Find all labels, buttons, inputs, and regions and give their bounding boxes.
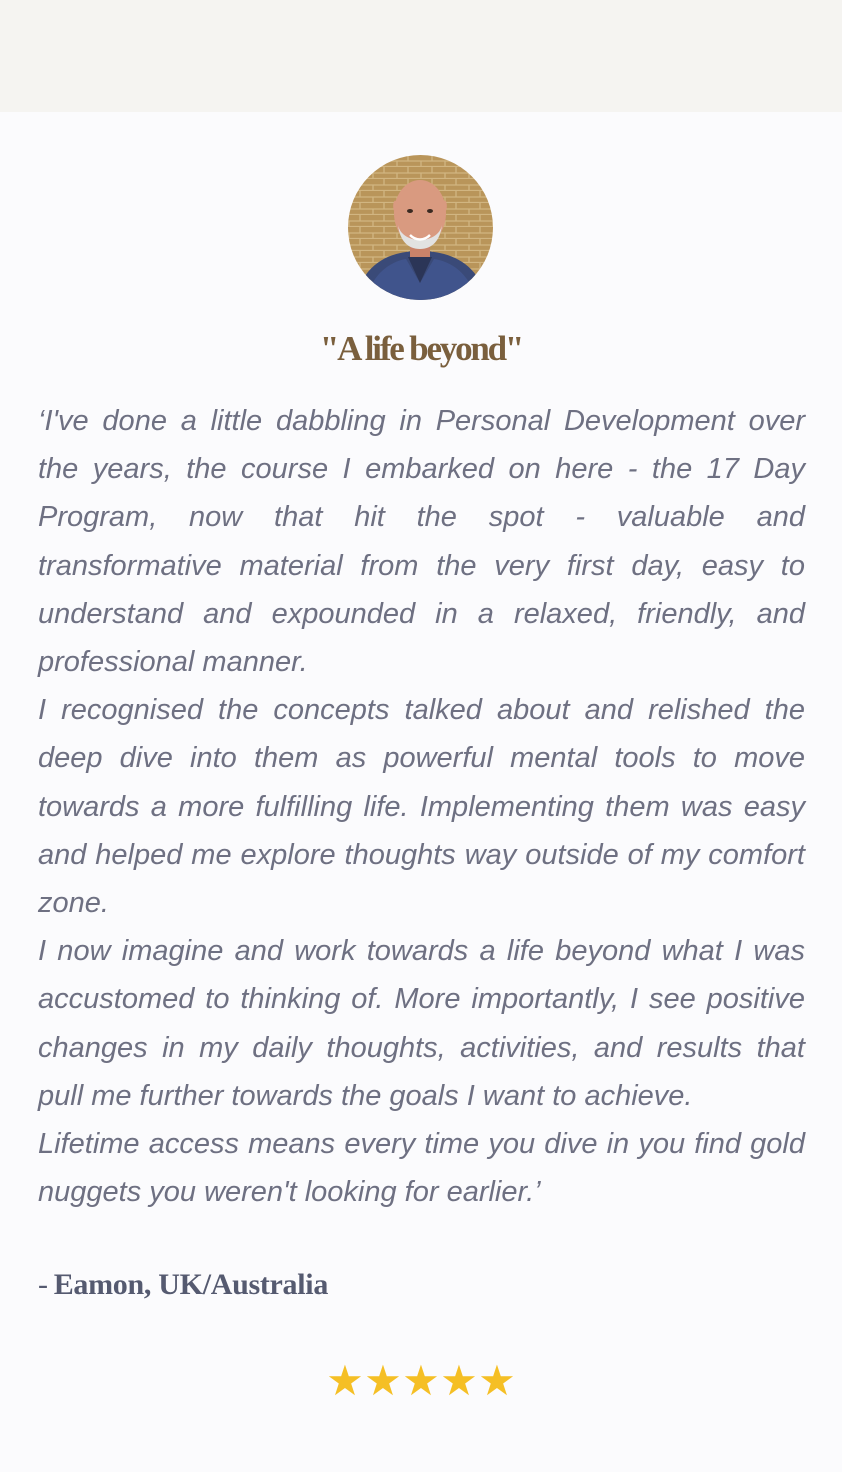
star-icon: ★ xyxy=(364,1356,402,1405)
testimonial-author xyxy=(38,1265,328,1305)
star-icon: ★ xyxy=(326,1356,364,1405)
avatar-photo-icon xyxy=(348,155,493,300)
avatar xyxy=(348,155,493,300)
testimonial-title: "A life beyond" xyxy=(319,329,523,368)
author-dash: - xyxy=(38,1268,48,1301)
star-icon: ★ xyxy=(440,1356,478,1405)
star-rating xyxy=(0,1356,842,1406)
testimonial-quote xyxy=(38,397,805,1216)
quote-paragraph: ‘I've done a little dabbling in Personal Development over the years, the course I embarked on here - the 17 Day Program, now that hit the spot - valuable and transformative material from the very first day, easy to understand and expounded in a relaxed, friendly, and professional manner. xyxy=(38,405,805,679)
quote-paragraph: I now imagine and work towards a life beyond what I was accustomed to thinking of. More importantly, I see positive changes in my daily thoughts, activities, and results that pull me further towards the goals I want to achieve. xyxy=(38,935,805,1112)
star-icon: ★ xyxy=(478,1356,516,1405)
top-band xyxy=(0,0,842,112)
author-name: Eamon, UK/Australia xyxy=(53,1268,329,1301)
star-icon: ★ xyxy=(402,1356,440,1405)
testimonial-card xyxy=(0,112,842,1472)
quote-paragraph: Lifetime access means every time you dive in you find gold nuggets you weren't looking for earlier.’ xyxy=(38,1128,805,1209)
quote-paragraph: I recognised the concepts talked about and relished the deep dive into them as powerful mental tools to move towards a more fulfilling life. Implementing them was easy and helped me explore thoughts way outside of my comfort zone. xyxy=(38,694,805,920)
